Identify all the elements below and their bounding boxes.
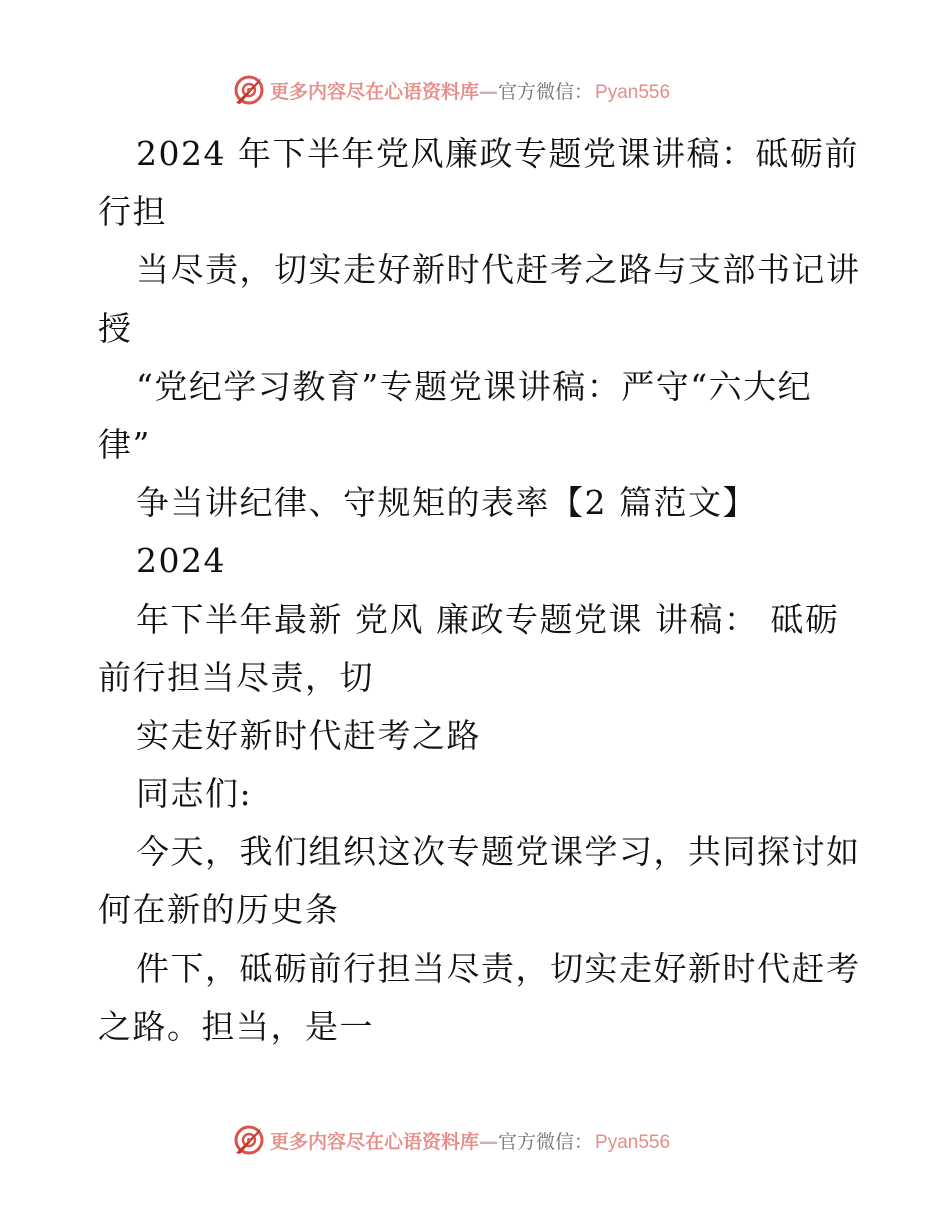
text-line: 今天，我们组织这次专题党课学习，共同探讨如 [136, 832, 861, 872]
text-line: 何在新的历史条 [98, 890, 340, 930]
text-line: 前行担当尽责，切 [98, 657, 374, 697]
logo-icon [232, 1123, 266, 1157]
text-line: 同志们: [136, 774, 253, 814]
text-line: 授 [98, 308, 133, 348]
footer-brand: 更多内容尽在心语资料库 [270, 1130, 480, 1153]
footer-wechat-label: 官方微信： [498, 1130, 594, 1153]
header-brand: 更多内容尽在心语资料库 [270, 80, 480, 103]
text-line: 律” [98, 424, 151, 464]
text-line: “党纪学习教育”专题党课讲稿：严守“六大纪 [136, 366, 813, 406]
logo-icon [232, 73, 266, 107]
footer-watermark [232, 1120, 712, 1160]
header-dash: — [479, 80, 499, 103]
text-line: 争当讲纪律、守规矩的表率【2 篇范文】 [136, 483, 757, 523]
text-line: 当尽责，切实走好新时代赶考之路与支部书记讲 [136, 250, 861, 290]
text-line: 之路。担当，是一 [98, 1006, 374, 1046]
header-wechat-label: 官方微信： [498, 80, 594, 103]
footer-text [270, 1127, 670, 1154]
text-line: 2024 年下半年党风廉政专题党课讲稿：砥砺前 [136, 134, 859, 173]
text-line: 件下，砥砺前行担当尽责，切实走好新时代赶考 [136, 948, 861, 988]
text-line: 实走好新时代赶考之路 [136, 715, 481, 755]
footer-dash: — [479, 1130, 499, 1153]
header-watermark [232, 70, 712, 110]
header-wechat-id: Pyan556 [595, 81, 671, 103]
document-body [98, 125, 861, 1056]
text-line: 年下半年最新 党风 廉政专题党课 讲稿： 砥砺 [136, 599, 840, 639]
text-line: 行担 [98, 192, 167, 232]
text-line: 2024 [136, 541, 226, 581]
footer-wechat-id: Pyan556 [595, 1131, 671, 1153]
header-text [270, 77, 670, 104]
